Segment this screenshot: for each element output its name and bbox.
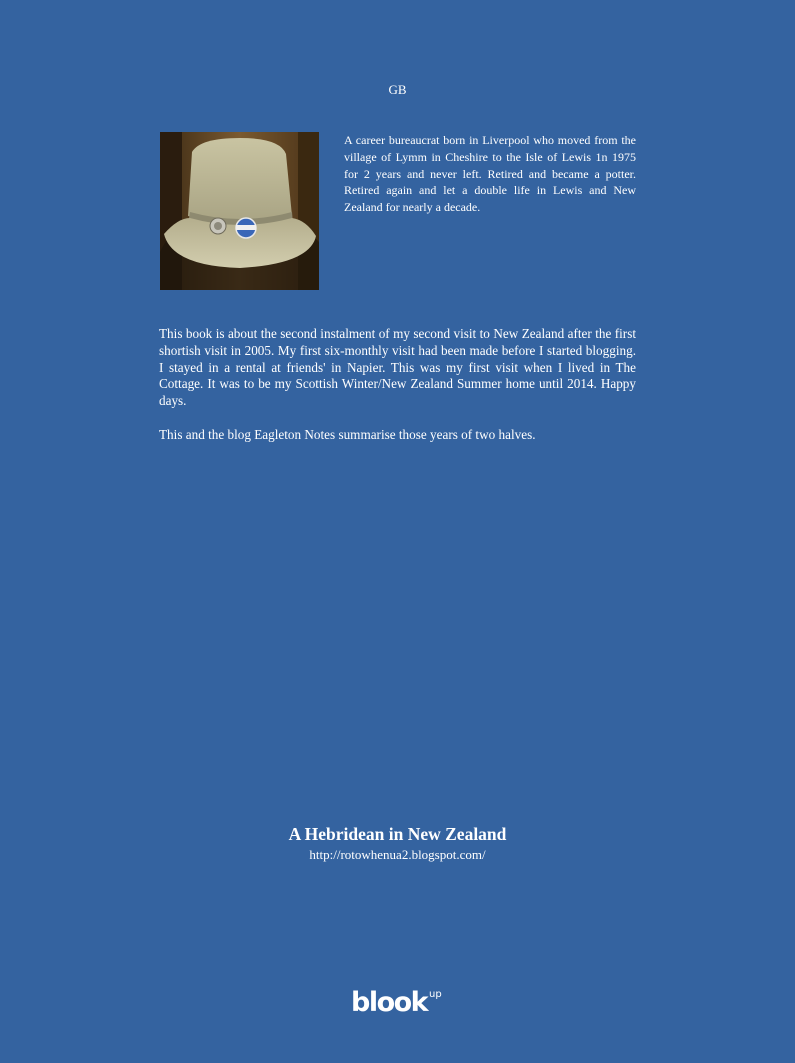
description-paragraph: This and the blog Eagleton Notes summarise those years of two halves. [159, 426, 536, 442]
author-initials: GB [388, 82, 407, 97]
description-paragraph: This book is about the second instalment of my second visit to New Zealand after the first shortish visit in 2005. My first six-monthly visit had been made before I started blogging. I stayed in a rental at friends' in Napier. This was my first visit when I lived in The Cottage. It was to be my Scottish Winter/New Zealand Summer home until 2014. Happy days. [159, 326, 636, 409]
blog-url: http://rotowhenua2.blogspot.com/ [309, 847, 486, 862]
logo-superscript: up [429, 989, 442, 1000]
book-description [159, 326, 636, 460]
publisher-logo [351, 988, 447, 1020]
author-bio: A career bureaucrat born in Liverpool who moved from the village of Lymm in Cheshire to the Isle of Lewis 1n 1975 for 2 years and never left. Retired and became a potter. Retired again and let a double life in Lewis and New Zealand for nearly a decade. [344, 133, 636, 215]
hat-photo-image [160, 132, 319, 290]
author-photo [160, 132, 319, 290]
book-title: A Hebridean in New Zealand [288, 824, 507, 844]
logo-wordmark: blook [351, 987, 428, 1018]
